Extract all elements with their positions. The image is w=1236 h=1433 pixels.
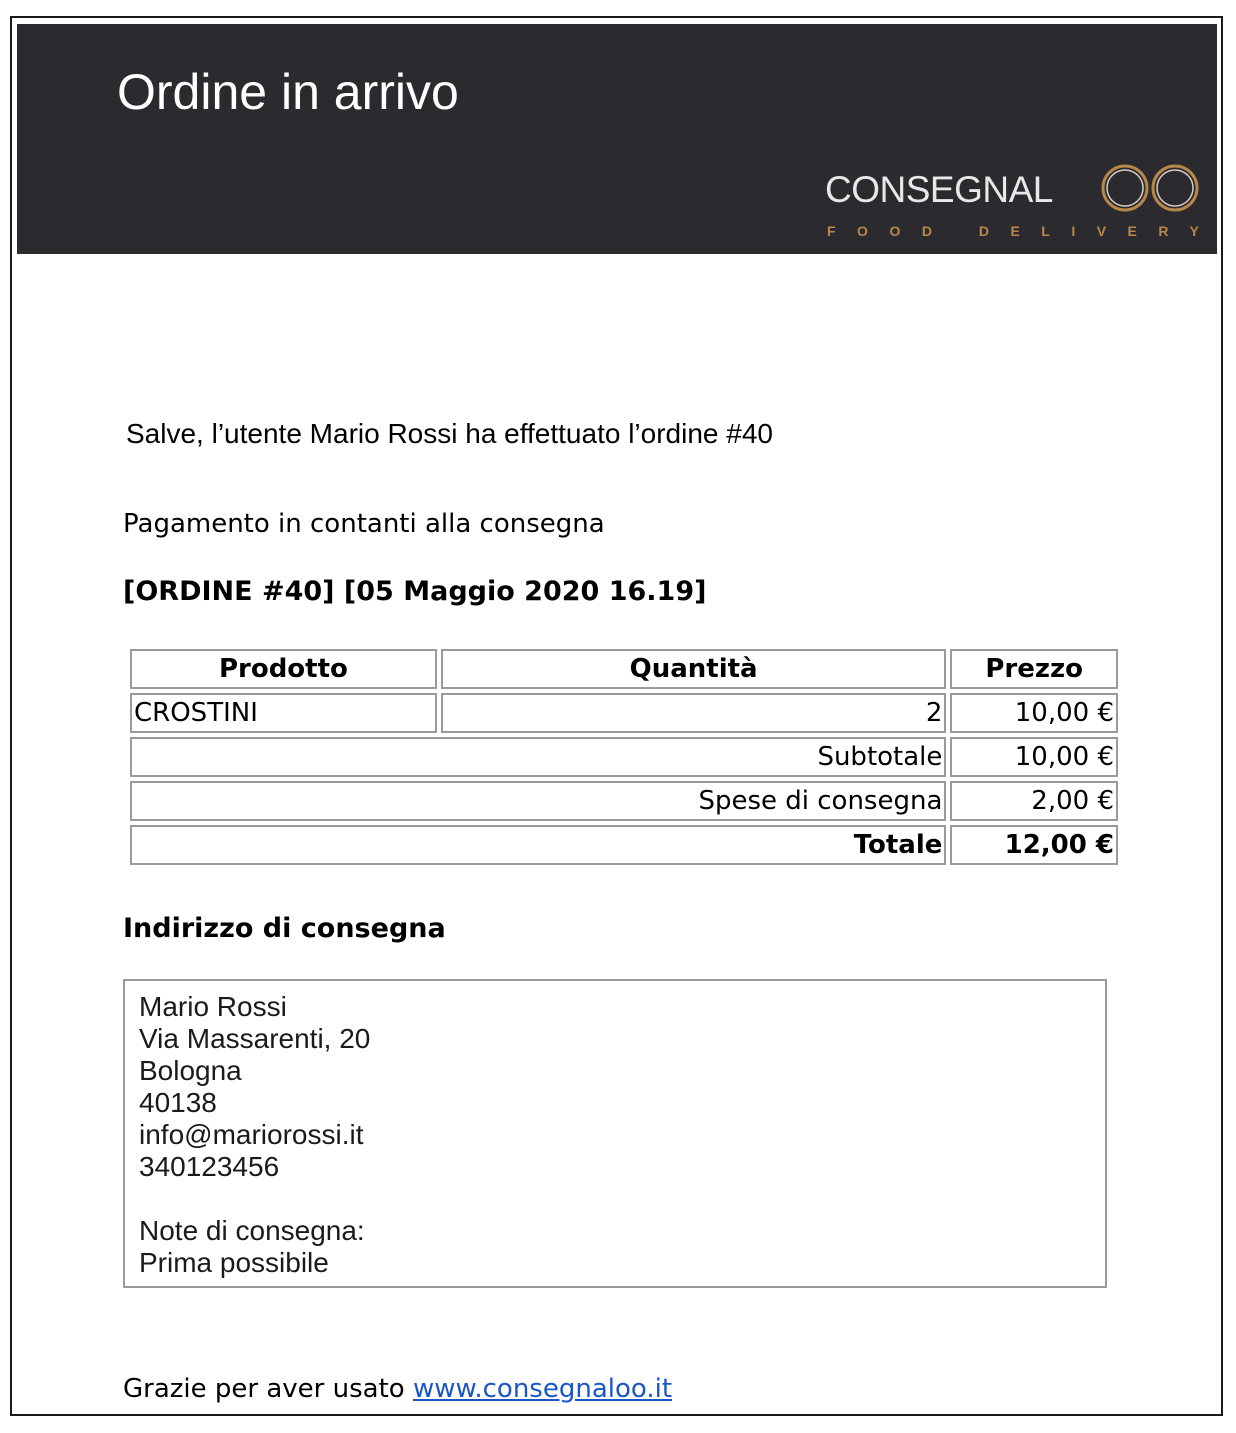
logo-tagline: FOOD DELIVERY [827, 223, 1221, 239]
address-spacer [139, 1183, 1105, 1215]
subtotal-row [130, 737, 1118, 777]
address-city: Bologna [139, 1055, 242, 1086]
address-heading: Indirizzo di consegna [123, 913, 446, 944]
address-zip: 40138 [139, 1087, 217, 1118]
address-phone: 340123456 [139, 1151, 280, 1182]
header-product: Prodotto [130, 649, 437, 689]
total-row [130, 825, 1118, 865]
address-email: info@mariorossi.it [139, 1119, 364, 1150]
subtotal-value: 10,00 € [950, 737, 1118, 777]
delivery-value: 2,00 € [950, 781, 1118, 821]
notes-label: Note di consegna: [139, 1215, 365, 1246]
footer-thanks: Grazie per aver usato www.consegnaloo.it [123, 1374, 673, 1404]
page-title: Ordine in arrivo [117, 64, 459, 120]
email-header [17, 24, 1221, 254]
brand-logo [825, 164, 1221, 244]
greeting-text: Salve, l’utente Mario Rossi ha effettuato l’ordine #40 [126, 418, 773, 449]
payment-method: Pagamento in contanti alla consegna [123, 509, 605, 539]
item-quantity: 2 [441, 693, 947, 733]
notes-text: Prima possibile [139, 1247, 329, 1278]
address-box [123, 979, 1107, 1288]
address-street: Via Massarenti, 20 [139, 1023, 371, 1054]
address-name: Mario Rossi [139, 991, 287, 1022]
item-price: 10,00 € [950, 693, 1118, 733]
logo-wordmark: CONSEGNAL [825, 169, 1053, 210]
order-table [126, 645, 1122, 869]
header-price: Prezzo [950, 649, 1118, 689]
table-row [130, 693, 1118, 733]
website-link[interactable]: www.consegnaloo.it [412, 1374, 673, 1404]
table-header-row [130, 649, 1118, 689]
total-value: 12,00 € [950, 825, 1118, 865]
total-label: Totale [130, 825, 946, 865]
header-quantity: Quantità [441, 649, 947, 689]
item-product: CROSTINI [130, 693, 437, 733]
order-heading: [ORDINE #40] [05 Maggio 2020 16.19] [123, 576, 707, 607]
order-reference: #40 [726, 418, 773, 449]
subtotal-label: Subtotale [130, 737, 946, 777]
delivery-row [130, 781, 1118, 821]
delivery-label: Spese di consegna [130, 781, 946, 821]
logo-rings-icon [1097, 164, 1209, 216]
